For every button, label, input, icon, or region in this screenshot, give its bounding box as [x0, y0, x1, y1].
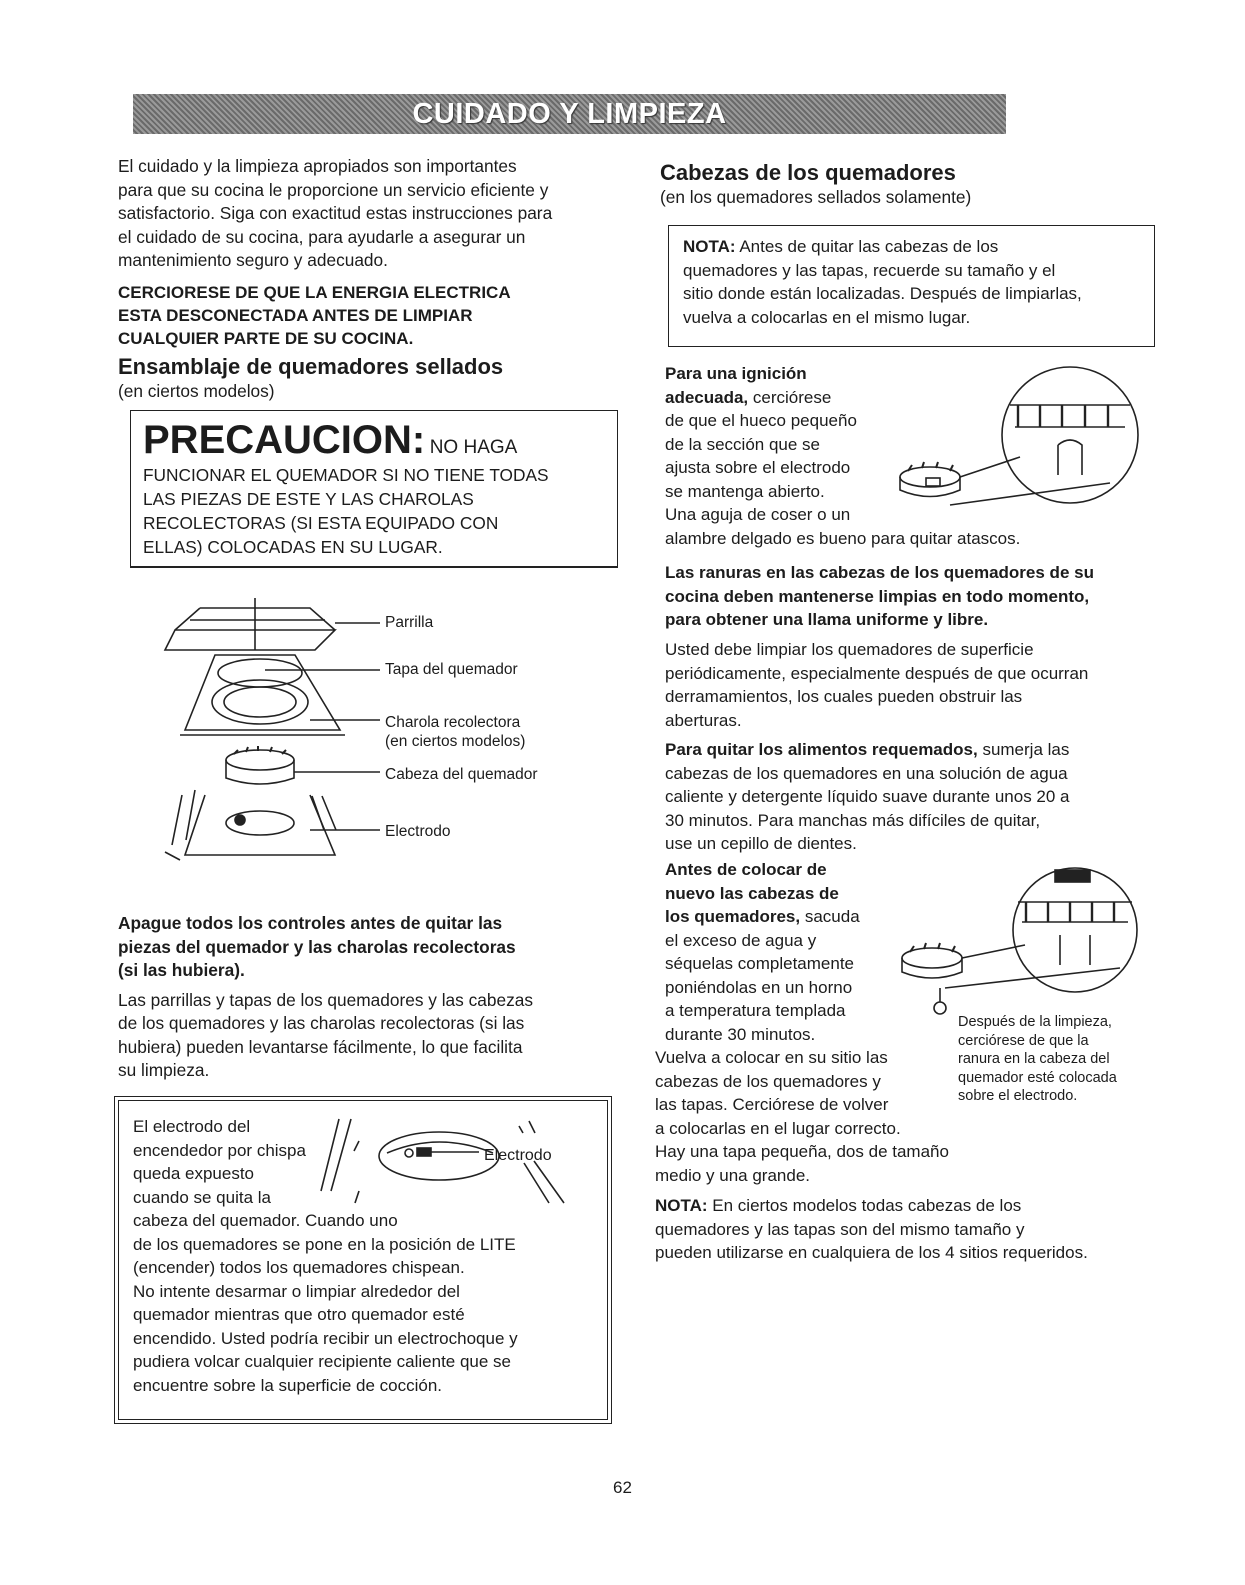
nota-line: En ciertos modelos todas cabezas de los — [707, 1196, 1022, 1215]
burned-line: sumerja las — [977, 740, 1070, 759]
ignition-bold: adecuada, — [665, 387, 749, 407]
nota-line: quemadores y las tapas, recuerde su tamaño y el — [683, 260, 1056, 280]
burned-line: cabezas de los quemadores en una solución de agua — [665, 763, 1068, 783]
nota-line: vuelva a colocarlas en el mismo lugar. — [683, 307, 971, 327]
electrode-line: cuando se quita la — [133, 1187, 271, 1207]
burned-line: 30 minutos. Para manchas más difíciles de quitar, — [665, 810, 1041, 830]
left-column — [118, 155, 618, 403]
burned-line: caliente y detergente líquido suave durante unos 20 a — [665, 787, 1070, 806]
nota-sizes-paragraph — [655, 1194, 1175, 1265]
intro-line: El cuidado y la limpieza apropiados son importantes — [118, 156, 517, 176]
ignition-line: de que el hueco pequeño — [665, 411, 857, 430]
label-electrode: Electrodo — [385, 823, 451, 840]
before-line: el exceso de agua y — [665, 930, 817, 950]
caption-line: sobre el electrodo. — [958, 1088, 1078, 1104]
nota-text — [683, 235, 1140, 329]
replace-line: medio y una grande. — [655, 1165, 810, 1185]
periodic-line: periódicamente, especialmente después de que ocurran — [665, 663, 1089, 683]
slots-note — [665, 561, 1165, 632]
lift-line: de los quemadores y las charolas recolectoras (si las — [118, 1013, 525, 1033]
ignition-last-line: alambre delgado es bueno para quitar atascos. — [665, 529, 1021, 548]
before-bold-line: Antes de colocar de — [665, 860, 827, 879]
nota-line: sitio donde están localizadas. Después de limpiarlas, — [683, 284, 1082, 303]
after-cleaning-illustration — [890, 860, 1160, 1020]
page-number: 62 — [613, 1478, 632, 1497]
intro-line: mantenimiento seguro y adecuado. — [118, 250, 388, 270]
right-column — [660, 160, 1160, 209]
nota-line: quemadores y las tapas son del mismo tamaño y — [655, 1219, 1025, 1239]
left-lower-text — [118, 912, 618, 1083]
electrode-callout-label: Electrodo — [484, 1147, 552, 1164]
section-banner — [133, 94, 1006, 134]
caption-line: ranura en la cabeza del — [958, 1051, 1110, 1067]
periodic-line: derramamientos, los cuales pueden obstruir las — [665, 687, 1023, 706]
electrode-line: encendido. Usted podría recibir un electrochoque y — [133, 1328, 518, 1348]
electrode-line: El electrodo del — [133, 1117, 251, 1136]
caption-line: quemador esté colocada — [958, 1069, 1117, 1086]
lift-line: Las parrillas y tapas de los quemadores y las cabezas — [118, 989, 533, 1010]
label-drip-pan-note: (en ciertos modelos) — [385, 733, 526, 750]
periodic-line: Usted debe limpiar los quemadores de superficie — [665, 640, 1034, 659]
power-warning — [118, 281, 618, 350]
caution-line: RECOLECTORAS (SI ESTA EQUIPADO CON — [143, 513, 499, 533]
turn-off-line: piezas del quemador y las charolas recolectoras — [118, 936, 516, 957]
periodic-line: aberturas. — [665, 710, 742, 730]
burned-food-paragraph — [665, 738, 1165, 856]
before-bold-line: nuevo las cabezas de — [665, 883, 839, 903]
turn-off-line: Apague todos los controles antes de quitar las — [118, 913, 503, 933]
ignition-line: se mantenga abierto. — [665, 481, 825, 501]
nota-label: NOTA: — [655, 1196, 708, 1215]
label-cap: Tapa del quemador — [385, 661, 518, 678]
electrode-line: quemador mientras que otro quemador esté — [133, 1305, 465, 1324]
ignition-paragraph — [665, 362, 905, 527]
electrode-line: No intente desarmar o limpiar alrededor del — [133, 1281, 460, 1301]
slots-line: cocina deben mantenerse limpias en todo momento, — [665, 586, 1090, 606]
replace-line: las tapas. Cerciórese de volver — [655, 1095, 889, 1114]
warning-line: CERCIORESE DE QUE LA ENERGIA ELECTRICA — [118, 282, 511, 302]
ignition-line: ajusta sobre el electrodo — [665, 458, 851, 477]
lift-line: su limpieza. — [118, 1060, 210, 1080]
electrode-line: cabeza del quemador. Cuando uno — [133, 1211, 398, 1230]
before-replacing-paragraph — [665, 858, 915, 1046]
ignition-slot-illustration — [890, 365, 1160, 535]
intro-line: para que su cocina le proporcione un servicio eficiente y — [118, 179, 549, 200]
electrode-line: encuentre sobre la superficie de cocción. — [133, 1375, 443, 1395]
label-burner-head: Cabeza del quemador — [385, 766, 538, 783]
electrode-warning-box — [118, 1100, 608, 1420]
intro-line: el cuidado de su cocina, para ayudarle a asegurar un — [118, 226, 526, 247]
turn-off-note — [118, 912, 618, 983]
warning-line: ESTA DESCONECTADA ANTES DE LIMPIAR — [118, 305, 473, 325]
warning-line: CUALQUIER PARTE DE SU COCINA. — [118, 328, 414, 348]
caution-line: ELLAS) COLOCADAS EN SU LUGAR. — [143, 537, 443, 557]
caution-first: NO HAGA — [429, 437, 518, 458]
electrode-line: (encender) todos los quemadores chispean. — [133, 1258, 465, 1277]
electrode-line: queda expuesto — [133, 1164, 254, 1183]
electrode-top-text — [133, 1115, 306, 1209]
slots-line: para obtener una llama uniforme y libre. — [665, 610, 989, 629]
slots-line: Las ranuras en las cabezas de los quemadores de su — [665, 563, 1094, 582]
caution-line: LAS PIEZAS DE ESTE Y LAS CHAROLAS — [143, 489, 474, 509]
lift-paragraph — [118, 989, 618, 1083]
before-line: durante 30 minutos. — [665, 1024, 816, 1044]
lift-line: hubiera) pueden levantarse fácilmente, lo que facilita — [118, 1036, 523, 1057]
replace-paragraph — [655, 1046, 1005, 1187]
before-bold: los quemadores, — [665, 907, 801, 926]
electrode-line: encendedor por chispa — [133, 1140, 306, 1160]
page-title: CUIDADO Y LIMPIEZA — [412, 97, 727, 130]
nota-label: NOTA: — [683, 237, 736, 256]
ignition-heading: Para una ignición — [665, 364, 807, 383]
periodic-paragraph — [665, 638, 1165, 732]
caution-line: FUNCIONAR EL QUEMADOR SI NO TIENE TODAS — [143, 465, 549, 485]
electrode-line: pudiera volcar cualquier recipiente caliente que se — [133, 1352, 512, 1371]
section-heading: Ensamblaje de quemadores sellados — [118, 353, 504, 379]
nota-box — [668, 225, 1155, 347]
before-line: sacuda — [800, 907, 860, 926]
right-heading: Cabezas de los quemadores — [660, 160, 956, 185]
burned-line: use un cepillo de dientes. — [665, 834, 857, 853]
ignition-line: de la sección que se — [665, 434, 820, 454]
burned-bold: Para quitar los alimentos requemados, — [665, 740, 978, 759]
before-line: a temperatura templada — [665, 1001, 846, 1020]
replace-line: cabezas de los quemadores y — [655, 1071, 881, 1091]
burner-assembly-diagram — [160, 590, 580, 880]
electrode-body-text — [133, 1209, 518, 1397]
section-subheading: (en ciertos modelos) — [118, 380, 275, 401]
turn-off-line: (si las hubiera). — [118, 960, 245, 980]
caution-box — [130, 410, 618, 568]
ignition-line: Una aguja de coser o un — [665, 505, 851, 524]
before-line: poniéndolas en un horno — [665, 977, 853, 997]
caution-word: PRECAUCION: — [143, 418, 426, 462]
electrode-line: de los quemadores se pone en la posición de LITE — [133, 1234, 516, 1254]
replace-line: a colocarlas en el lugar correcto. — [655, 1118, 901, 1138]
intro-paragraph — [118, 155, 618, 273]
replace-line: Vuelva a colocar en su sitio las — [655, 1048, 888, 1067]
ignition-line: cerciórese — [748, 387, 832, 407]
intro-line: satisfactorio. Siga con exactitud estas instrucciones para — [118, 203, 553, 223]
caption-line: Después de la limpieza, — [958, 1014, 1112, 1030]
replace-line: Hay una tapa pequeña, dos de tamaño — [655, 1142, 949, 1161]
nota-line: Antes de quitar las cabezas de los — [735, 237, 999, 256]
label-grate: Parrilla — [385, 614, 434, 631]
label-drip-pan: Charola recolectora — [385, 714, 521, 731]
nota-line: pueden utilizarse en cualquiera de los 4 sitios requeridos. — [655, 1243, 1088, 1262]
before-line: séquelas completamente — [665, 954, 855, 973]
caption-line: cerciórese de que la — [958, 1032, 1089, 1049]
right-subheading: (en los quemadores sellados solamente) — [660, 187, 972, 207]
